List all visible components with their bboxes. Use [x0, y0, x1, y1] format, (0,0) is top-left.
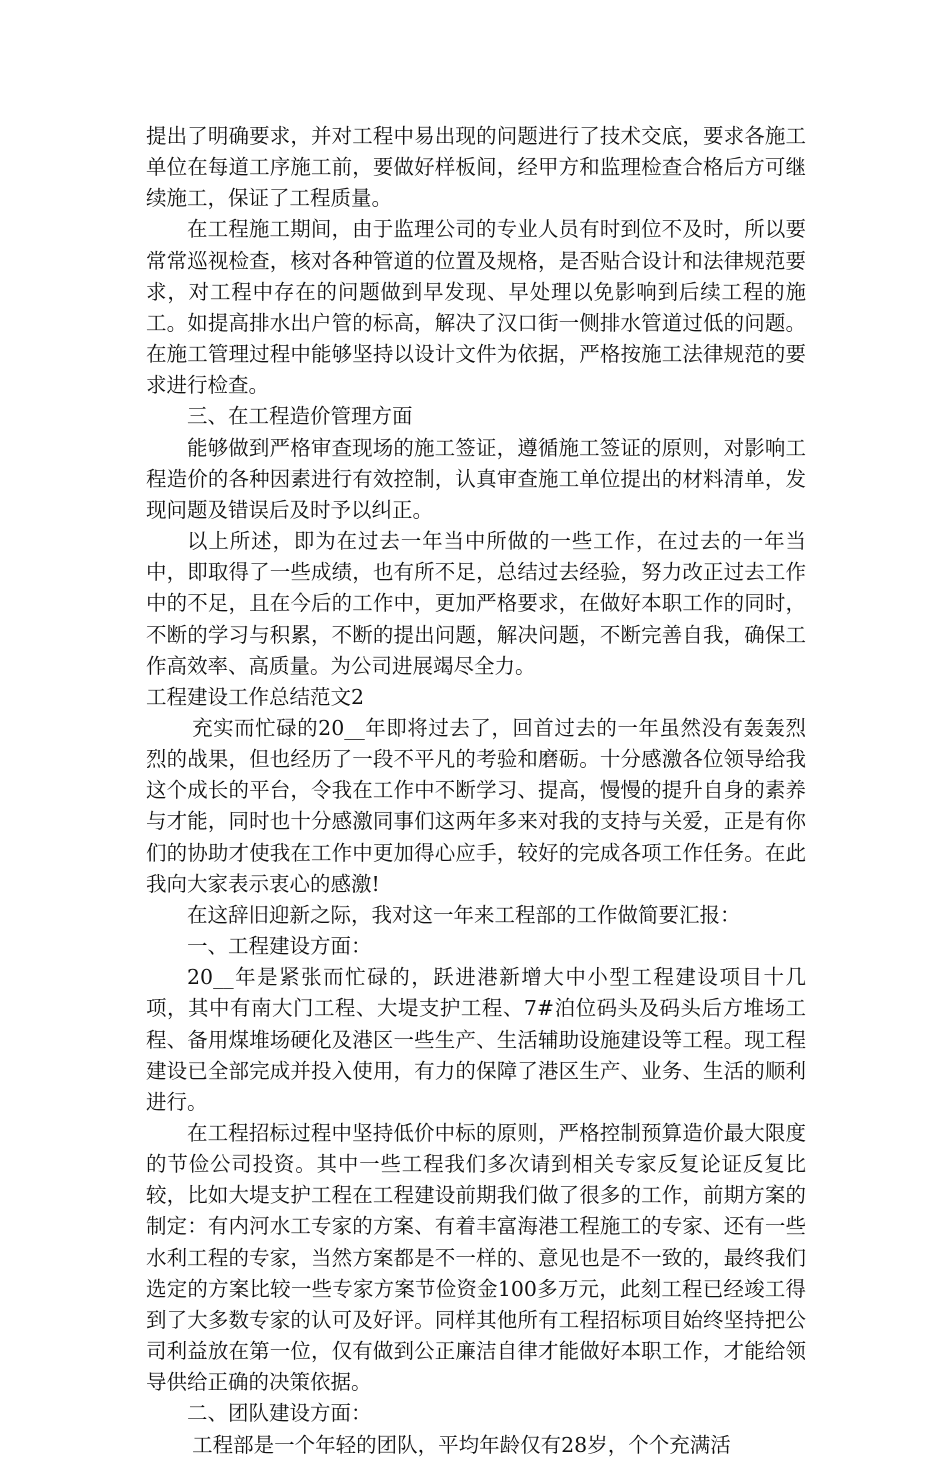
paragraph: 在工程施工期间，由于监理公司的专业人员有时到位不及时，所以要常常巡视检查，核对各种管道的位置及规格，是否贴合设计和法律规范要求，对工程中存在的问题做到早发现、早处理以免影响到后续工程的施工。如提高排水出户管的标高，解决了汉口街一侧排水管道过低的问题。在施工管理过程中能够坚持以设计文件为依据，严格按施工法律规范的要求进行检查。 [146, 217, 806, 398]
section-heading: 一、工程建设方面： [187, 934, 372, 959]
paragraph: 在工程招标过程中坚持低价中标的原则，严格控制预算造价最大限度的节俭公司投资。其中一些工程我们多次请到相关专家反复论证反复比较，比如大堤支护工程在工程建设前期我们做了很多的工作，前期方案的制定：有内河水工专家的方案、有着丰富海港工程施工的专家、还有一些水利工程的专家，当然方案都是不一样的、意见也是不一致的，最终我们选定的方案比较一些专家方案节俭资金100多万元，此刻工程已经竣工得到了大多数专家的认可及好评。同样其他所有工程招标项目始终坚持把公司利益放在第一位，仅有做到公正廉洁自律才能做好本职工作，才能给领导供给正确的决策依据。 [146, 1121, 806, 1395]
section-heading: 二、团队建设方面： [187, 1401, 372, 1426]
paragraph: 工程部是一个年轻的团队，平均年龄仅有28岁，个个充满活 [192, 1432, 731, 1457]
document-page [146, 121, 806, 1461]
document-title: 工程建设工作总结范文2 [146, 684, 365, 709]
paragraph: 能够做到严格审查现场的施工签证，遵循施工签证的原则，对影响工程造价的各种因素进行有效控制，认真审查施工单位提出的材料清单，发现问题及错误后及时予以纠正。 [146, 435, 806, 522]
paragraph: 充实而忙碌的20__年即将过去了，回首过去的一年虽然没有轰轰烈烈的战果，但也经历了一段不平凡的考验和磨砺。十分感激各位领导给我这个成长的平台，令我在工作中不断学习、提高，慢慢的提升自身的素养与才能，同时也十分感激同事们这两年多来对我的支持与关爱，正是有你们的协助才使我在工作中更加得心应手，较好的完成各项工作任务。在此我向大家表示衷心的感激! [146, 715, 806, 896]
section-heading: 三、在工程造价管理方面 [187, 404, 413, 429]
paragraph: 提出了明确要求，并对工程中易出现的问题进行了技术交底，要求各施工单位在每道工序施工前，要做好样板间，经甲方和监理检查合格后方可继续施工，保证了工程质量。 [146, 124, 806, 211]
paragraph: 在这辞旧迎新之际，我对这一年来工程部的工作做简要汇报： [187, 902, 741, 927]
paragraph: 20__年是紧张而忙碌的，跃进港新增大中小型工程建设项目十几项，其中有南大门工程、大堤支护工程、7#泊位码头及码头后方堆场工程、备用煤堆场硬化及港区一些生产、生活辅助设施建设等工程。现工程建设已全部完成并投入使用，有力的保障了港区生产、业务、生活的顺利进行。 [146, 965, 806, 1114]
paragraph: 以上所述，即为在过去一年当中所做的一些工作，在过去的一年当中，即取得了一些成绩，也有所不足，总结过去经验，努力改正过去工作中的不足，且在今后的工作中，更加严格要求，在做好本职工作的同时，不断的学习与积累，不断的提出问题，解决问题，不断完善自我，确保工作高效率、高质量。为公司进展竭尽全力。 [146, 529, 806, 678]
